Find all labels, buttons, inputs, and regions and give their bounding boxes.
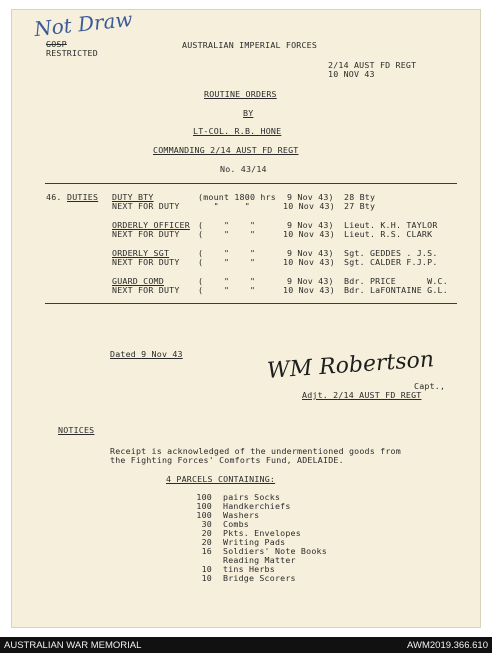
document-page	[12, 6, 480, 627]
footer-institution: AUSTRALIAN WAR MEMORIAL	[4, 640, 142, 651]
dated-line: Dated 9 Nov 43	[110, 349, 183, 359]
duty-date: 9 Nov 43)	[287, 220, 334, 230]
duty-label: NEXT FOR DUTY	[112, 257, 180, 267]
classification: RESTRICTED	[46, 48, 98, 58]
duty-assigned: Bdr. PRICE W.C.	[344, 276, 448, 286]
organisation: AUSTRALIAN IMPERIAL FORCES	[182, 40, 318, 50]
unit-name: 2/14 AUST FD REGT	[328, 60, 417, 70]
duty-time: ( " "	[198, 229, 256, 239]
classification-struck: GOSP	[46, 39, 67, 49]
duty-time: (mount 1800 hrs	[198, 192, 276, 202]
duty-label: GUARD COMD	[112, 276, 164, 286]
duty-date: 10 Nov 43)	[283, 285, 335, 295]
duty-label: NEXT FOR DUTY	[112, 285, 180, 295]
parcel-item: Soldiers' Note Books	[223, 546, 327, 556]
title-line-2: BY	[243, 108, 254, 118]
duty-date: 10 Nov 43)	[283, 257, 335, 267]
parcel-item: Combs	[223, 519, 249, 529]
parcel-qty: 16	[201, 546, 212, 556]
title-line-3: LT-COL. R.B. HONE	[193, 126, 282, 136]
duty-label: DUTY BTY	[112, 192, 154, 202]
duty-time: ( " "	[198, 285, 256, 295]
duty-assigned: Lieut. R.S. CLARK	[344, 229, 433, 239]
handwritten-annotation: Not Draw	[33, 6, 134, 42]
order-number: No. 43/14	[220, 164, 267, 174]
parcel-qty: 10	[201, 564, 212, 574]
parcel-item: Writing Pads	[223, 537, 286, 547]
duty-assigned: Bdr. LaFONTAINE G.L.	[344, 285, 448, 295]
parcel-item: Bridge Scorers	[223, 573, 296, 583]
duties-heading: DUTIES	[67, 192, 99, 202]
parcel-qty: 20	[201, 537, 212, 547]
footer-bar	[0, 637, 492, 653]
duty-date: 9 Nov 43)	[287, 192, 334, 202]
parcel-qty: 100	[196, 501, 212, 511]
duty-date: 9 Nov 43)	[287, 276, 334, 286]
duty-label: NEXT FOR DUTY	[112, 229, 180, 239]
title-line-4: COMMANDING 2/14 AUST FD REGT	[153, 145, 299, 155]
parcel-item: Reading Matter	[223, 555, 296, 565]
duty-date: 9 Nov 43)	[287, 248, 334, 258]
parcel-qty: 100	[196, 510, 212, 520]
order-date: 10 NOV 43	[328, 69, 375, 79]
duty-time: ( " "	[198, 220, 256, 230]
rule-top	[45, 183, 457, 184]
parcel-qty: 10	[201, 573, 212, 583]
title-line-1: ROUTINE ORDERS	[204, 89, 277, 99]
signatory-role: Adjt. 2/14 AUST FD REGT	[302, 390, 422, 400]
duty-label: ORDERLY SGT	[112, 248, 170, 258]
duty-assigned: Sgt. GEDDES . J.S.	[344, 248, 438, 258]
notices-heading: NOTICES	[58, 425, 95, 435]
duty-date: 10 Nov 43)	[283, 201, 335, 211]
item-number: 46.	[46, 192, 62, 202]
duty-assigned: Lieut. K.H. TAYLOR	[344, 220, 438, 230]
parcel-item: Handkerchiefs	[223, 501, 291, 511]
parcels-heading: 4 PARCELS CONTAINING:	[166, 474, 276, 484]
parcel-qty: 100	[196, 492, 212, 502]
duty-assigned: Sgt. CALDER F.J.P.	[344, 257, 438, 267]
duty-time: ( " "	[198, 257, 256, 267]
signatory-rank: Capt.,	[414, 381, 446, 391]
duty-label: NEXT FOR DUTY	[112, 201, 180, 211]
notice-text-line-1: Receipt is acknowledged of the undermentioned goods from	[110, 446, 401, 456]
duty-time: " "	[198, 201, 261, 211]
duty-assigned: 28 Bty	[344, 192, 376, 202]
parcel-item: Pkts. Envelopes	[223, 528, 301, 538]
duty-date: 10 Nov 43)	[283, 229, 335, 239]
parcel-item: tins Herbs	[223, 564, 275, 574]
rule-bottom	[45, 303, 457, 304]
parcel-item: pairs Socks	[223, 492, 281, 502]
parcel-item: Washers	[223, 510, 260, 520]
parcel-qty: 30	[201, 519, 212, 529]
notice-text-line-2: the Fighting Forces' Comforts Fund, ADELAIDE.	[110, 455, 344, 465]
duty-time: ( " "	[198, 276, 256, 286]
parcel-qty: 20	[201, 528, 212, 538]
duty-assigned: 27 Bty	[344, 201, 376, 211]
duty-time: ( " "	[198, 248, 256, 258]
adjutant-signature: WM Robertson	[266, 347, 435, 384]
footer-accession-number: AWM2019.366.610	[407, 640, 488, 651]
duty-label: ORDERLY OFFICER	[112, 220, 190, 230]
